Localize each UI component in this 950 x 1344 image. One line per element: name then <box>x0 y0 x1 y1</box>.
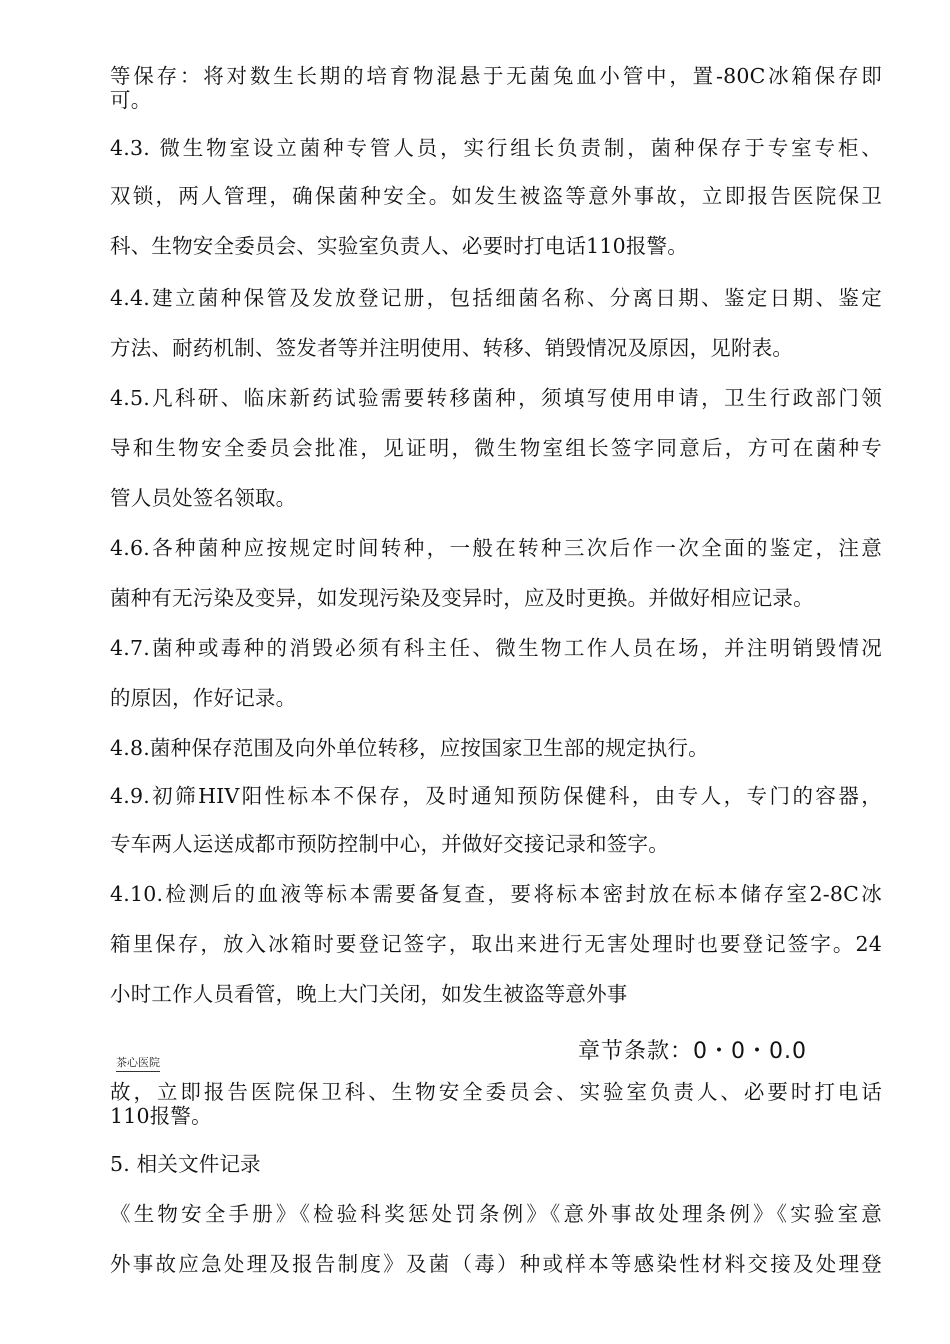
paragraph-line: 4.8.菌种保存范围及向外单位转移，应按国家卫生部的规定执行。 <box>110 736 709 760</box>
paragraph-line: 4.9.初筛HIV阳性标本不保存，及时通知预防保健科，由专人，专门的容器， <box>110 784 882 808</box>
paragraph-line: 《生物安全手册》《检验科奖惩处罚条例》《意外事故处理条例》《实验室意 <box>110 1202 882 1226</box>
paragraph-line: 可。 <box>110 88 152 112</box>
paragraph-line: 方法、耐药机制、签发者等并注明使用、转移、销毁情况及原因，见附表。 <box>110 336 794 360</box>
paragraph-line: 4.10.检测后的血液等标本需要备复查，要将标本密封放在标本储存室2-8C冰 <box>110 882 882 906</box>
paragraph-line: 菌种有无污染及变异，如发现污染及变异时，应及时更换。并做好相应记录。 <box>110 586 814 610</box>
paragraph-line: 专车两人运送成都市预防控制中心，并做好交接记录和签字。 <box>110 832 669 856</box>
paragraph-line: 4.7.菌种或毒种的消毁必须有科主任、微生物工作人员在场，并注明销毁情况 <box>110 636 882 660</box>
paragraph-line: 4.4.建立菌种保管及发放登记册，包括细菌名称、分离日期、鉴定日期、鉴定 <box>110 286 882 310</box>
hospital-name: 茶心医院 <box>116 1054 160 1072</box>
paragraph-line: 的原因，作好记录。 <box>110 686 297 710</box>
paragraph-line: 管人员处签名领取。 <box>110 486 297 510</box>
paragraph-line: 科、生物安全委员会、实验室负责人、必要时打电话110报警。 <box>110 234 688 258</box>
paragraph-line: 4.6.各种菌种应按规定时间转种，一般在转种三次后作一次全面的鉴定，注意 <box>110 536 882 560</box>
paragraph-line: 110报警。 <box>110 1104 212 1128</box>
paragraph-line: 等保存：将对数生长期的培育物混悬于无菌兔血小管中，置-80C冰箱保存即 <box>110 64 882 88</box>
paragraph-line: 4.5.凡科研、临床新药试验需要转移菌种，须填写使用申请，卫生行政部门领 <box>110 386 882 410</box>
paragraph-line: 故，立即报告医院保卫科、生物安全委员会、实验室负责人、必要时打电话 <box>110 1080 882 1104</box>
paragraph-line: 箱里保存，放入冰箱时要登记签字，取出来进行无害处理时也要登记签字。24 <box>110 932 882 956</box>
section-heading: 5. 相关文件记录 <box>110 1152 261 1176</box>
paragraph-line: 导和生物安全委员会批准，见证明，微生物室组长签字同意后，方可在菌种专 <box>110 436 882 460</box>
paragraph-line: 双锁，两人管理，确保菌种安全。如发生被盗等意外事故，立即报告医院保卫 <box>110 184 882 208</box>
paragraph-line: 外事故应急处理及报告制度》及菌（毒）种或样本等感染性材料交接及处理登 <box>110 1252 882 1276</box>
paragraph-line: 4.3. 微生物室设立菌种专管人员，实行组长负责制，菌种保存于专室专柜、 <box>110 136 882 160</box>
paragraph-line: 小时工作人员看管，晚上大门关闭，如发生被盗等意外事 <box>110 982 628 1006</box>
section-clause-code: 章节条款：0・0・0.0 <box>578 1039 807 1064</box>
